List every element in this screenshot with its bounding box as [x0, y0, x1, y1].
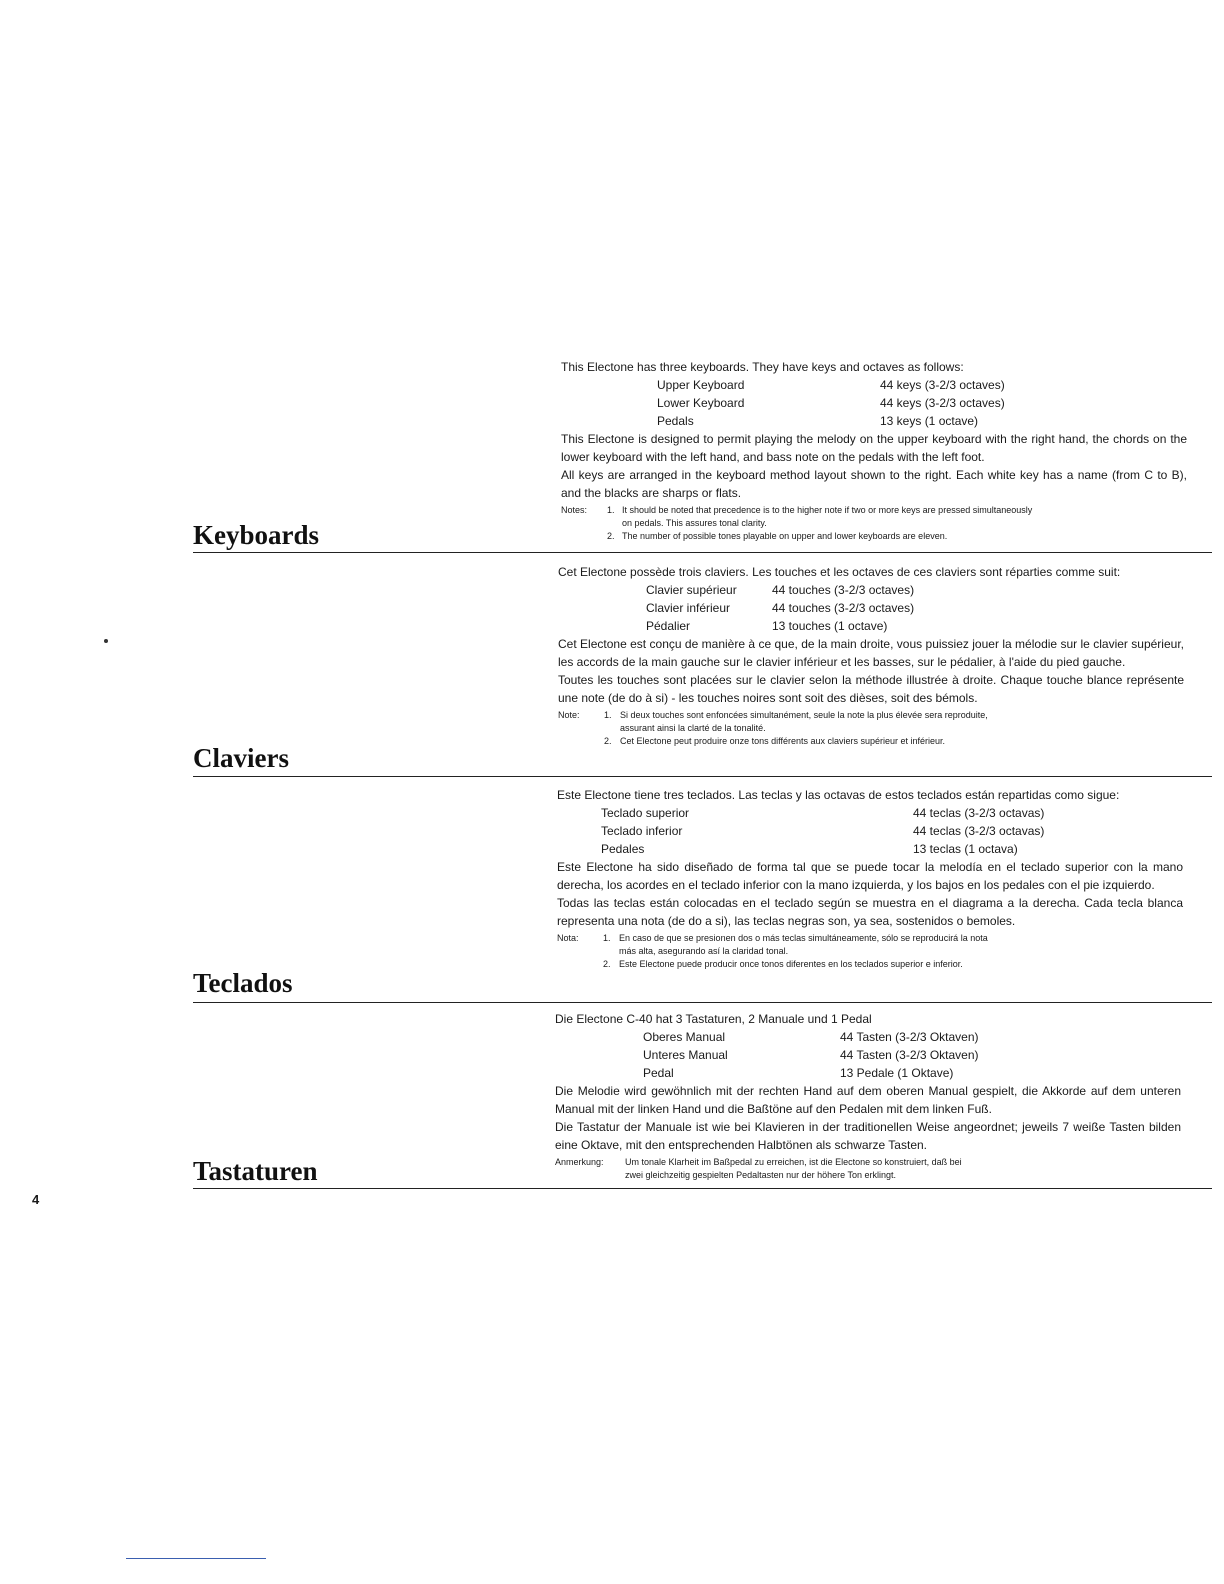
section-heading: Keyboards — [193, 520, 320, 550]
section-heading: Teclados — [193, 968, 293, 998]
note-number: 1. — [604, 710, 612, 720]
divider — [193, 776, 1212, 777]
table-row — [557, 822, 1183, 840]
keyboard-spec: 44 touches (3-2/3 octaves) — [772, 583, 915, 597]
note-text: assurant ainsi la clarté de la tonalité. — [620, 723, 766, 733]
notes-label: Note: — [558, 710, 580, 720]
keyboard-spec: 44 teclas (3-2/3 octavas) — [913, 824, 1045, 838]
intro-text: This Electone has three keyboards. They have keys and octaves as follows: — [561, 360, 964, 374]
paragraph: Die Tastatur der Manuale ist wie bei Klavieren in der traditionellen Weise angeordnet; jeweils 7 weiße Tasten bilden eine Oktave, mit den entsprechenden Halbtönen als schwarze Tasten. — [555, 1120, 1181, 1152]
keyboard-name: Teclado inferior — [601, 824, 683, 838]
keyboard-name: Unteres Manual — [643, 1048, 728, 1062]
section-body — [557, 786, 1183, 971]
section-body — [561, 358, 1187, 543]
keyboard-name: Pedales — [601, 842, 645, 856]
intro-text: Die Electone C-40 hat 3 Tastaturen, 2 Manuale und 1 Pedal — [555, 1012, 872, 1026]
divider — [193, 552, 1212, 553]
note-text: Cet Electone peut produire onze tons différents aux claviers supérieur et inférieur. — [620, 736, 946, 746]
paragraph: Die Melodie wird gewöhnlich mit der rechten Hand auf dem oberen Manual gespielt, die Akkorde auf dem unteren Manual mit der linken Hand und die Baßtöne auf den Pedalen mit dem linken Fuß. — [555, 1084, 1181, 1116]
keyboard-name: Teclado superior — [601, 806, 690, 820]
keyboard-name: Oberes Manual — [643, 1030, 726, 1044]
table-row — [555, 1046, 1181, 1064]
notes — [561, 504, 1187, 543]
keyboard-spec: 44 keys (3-2/3 octaves) — [880, 378, 1005, 392]
keyboard-spec: 13 Pedale (1 Oktave) — [840, 1066, 954, 1080]
section-body — [558, 563, 1184, 748]
table-row — [558, 599, 1184, 617]
paragraph: Cet Electone est conçu de manière à ce que, de la main droite, vous puissiez jouer la mélodie sur le clavier supérieur, les accords de la main gauche sur le clavier inférieur et les basses, sur le pédalier, à l'aide du pied gauche. — [558, 637, 1184, 669]
keyboard-name: Pedal — [643, 1066, 674, 1080]
note-text: Si deux touches sont enfoncées simultanément, seule la note la plus élevée sera reproduite, — [620, 710, 988, 720]
table-row — [557, 804, 1183, 822]
section-heading: Claviers — [193, 743, 289, 773]
table-row — [561, 394, 1187, 412]
spec-table — [558, 581, 1184, 635]
paragraph: Este Electone ha sido diseñado de forma tal que se puede tocar la melodía en el teclado superior con la mano derecha, los acordes en el teclado inferior con la mano izquierda, y los bajos en los pedales con el pie izquierdo. — [557, 860, 1183, 892]
note-text: Um tonale Klarheit im Baßpedal zu erreichen, ist die Electone so konstruiert, daß bei — [625, 1157, 962, 1167]
keyboard-name: Pédalier — [646, 619, 691, 633]
keyboard-spec: 44 touches (3-2/3 octaves) — [772, 601, 915, 615]
paragraph: All keys are arranged in the keyboard method layout shown to the right. Each white key has a name (from C to B), and the blacks are sharps or flats. — [561, 468, 1187, 500]
note-text: En caso de que se presionen dos o más teclas simultáneamente, sólo se reproducirá la nota — [619, 933, 988, 943]
keyboard-spec: 44 Tasten (3-2/3 Oktaven) — [840, 1048, 979, 1062]
keyboard-spec: 44 Tasten (3-2/3 Oktaven) — [840, 1030, 979, 1044]
table-row — [561, 376, 1187, 394]
keyboard-spec: 13 keys (1 octave) — [880, 414, 979, 428]
keyboard-name: Clavier inférieur — [646, 601, 731, 615]
table-row — [555, 1064, 1181, 1082]
keyboard-name: Clavier supérieur — [646, 583, 737, 597]
notes-label: Nota: — [557, 933, 579, 943]
page-number: 4 — [32, 1192, 40, 1207]
table-row — [558, 617, 1184, 635]
notes-label: Notes: — [561, 505, 588, 515]
section-body — [555, 1010, 1181, 1182]
keyboard-spec: 13 teclas (1 octava) — [913, 842, 1018, 856]
keyboard-spec: 44 teclas (3-2/3 octavas) — [913, 806, 1045, 820]
keyboard-name: Lower Keyboard — [657, 396, 745, 410]
table-row — [557, 840, 1183, 858]
notes-label: Anmerkung: — [555, 1157, 604, 1167]
bottom-link-line — [126, 1558, 266, 1559]
section-heading: Tastaturen — [193, 1156, 318, 1186]
keyboard-spec: 44 keys (3-2/3 octaves) — [880, 396, 1005, 410]
note-text: It should be noted that precedence is to the higher note if two or more keys are pressed simultaneously — [622, 505, 1033, 515]
note-number: 1. — [603, 933, 611, 943]
table-row — [558, 581, 1184, 599]
notes — [558, 709, 1184, 748]
note-number: 2. — [604, 736, 612, 746]
note-text: on pedals. This assures tonal clarity. — [622, 518, 767, 528]
spec-table — [561, 376, 1187, 430]
notes — [555, 1156, 1181, 1182]
paragraph: This Electone is designed to permit playing the melody on the upper keyboard with the right hand, the chords on the lower keyboard with the left hand, and bass note on the pedals with the left foot. — [561, 432, 1187, 464]
note-number: 1. — [607, 505, 615, 515]
paragraph: Toutes les touches sont placées sur le clavier selon la méthode illustrée à droite. Chaque touche blance représente une note (de do à si) - les touches noires sont soit des dièses, soit des bémols. — [558, 673, 1184, 705]
spec-table — [557, 804, 1183, 858]
note-number: 2. — [603, 959, 611, 969]
table-row — [561, 412, 1187, 430]
note-text: Este Electone puede producir once tonos diferentes en los teclados superior e inferior. — [619, 959, 963, 969]
keyboard-name: Upper Keyboard — [657, 378, 745, 392]
table-row — [555, 1028, 1181, 1046]
note-text: zwei gleichzeitig gespielten Pedaltasten nur der höhere Ton erklingt. — [625, 1170, 897, 1180]
notes — [557, 932, 1183, 971]
intro-text: Cet Electone possède trois claviers. Les touches et les octaves de ces claviers sont réparties comme suit: — [558, 565, 1121, 579]
divider — [193, 1188, 1212, 1189]
note-text: The number of possible tones playable on upper and lower keyboards are eleven. — [622, 531, 948, 541]
keyboard-name: Pedals — [657, 414, 694, 428]
keyboard-spec: 13 touches (1 octave) — [772, 619, 888, 633]
note-number: 2. — [607, 531, 615, 541]
intro-text: Este Electone tiene tres teclados. Las teclas y las octavas de estos teclados están repartidas como sigue: — [557, 788, 1120, 802]
stray-dot — [104, 639, 108, 643]
divider — [193, 1002, 1212, 1003]
paragraph: Todas las teclas están colocadas en el teclado según se muestra en el diagrama a la derecha. Cada tecla blanca representa una nota (de do a si), las teclas negras son, ya sea, sostenidos o bemoles. — [557, 896, 1183, 928]
spec-table — [555, 1028, 1181, 1082]
note-text: más alta, asegurando así la claridad tonal. — [619, 946, 789, 956]
